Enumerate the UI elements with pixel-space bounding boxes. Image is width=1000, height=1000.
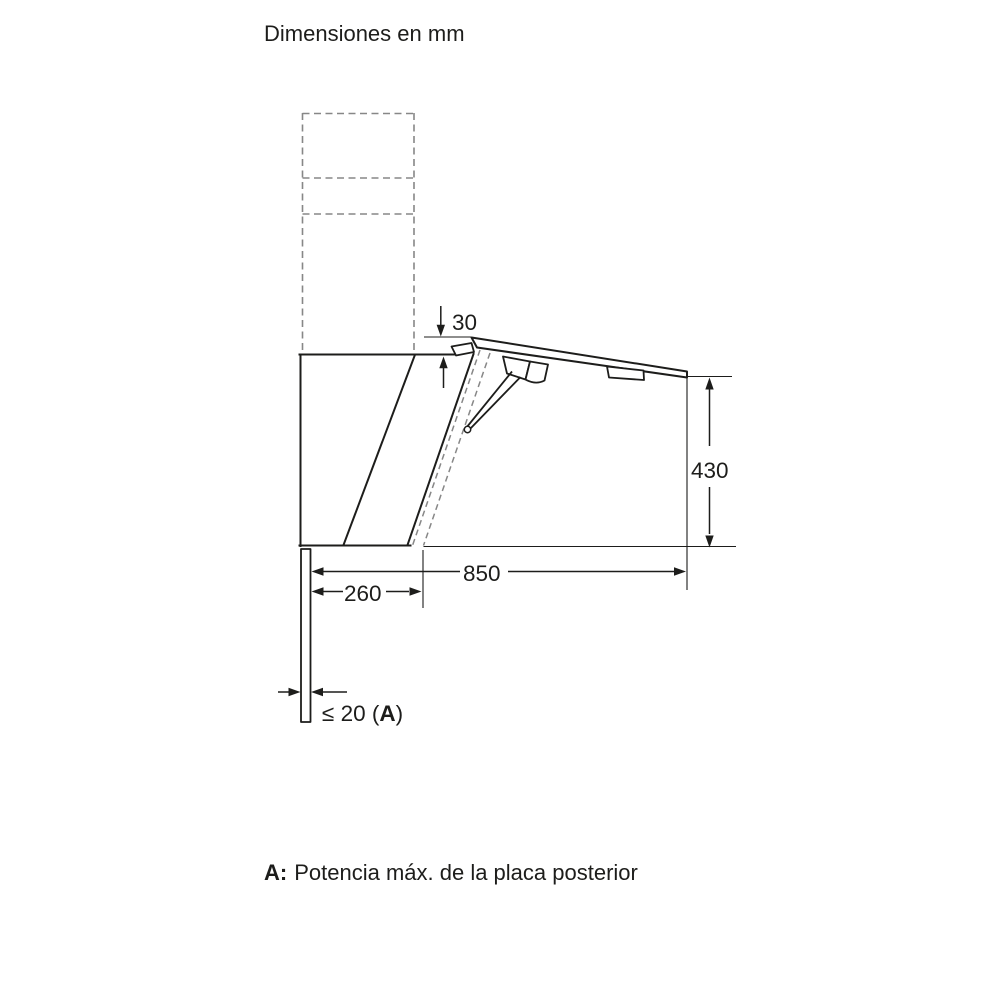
dim-20-arrow-left-icon [311, 688, 323, 696]
dim-20-label-suffix: ) [395, 701, 404, 726]
footnote-text: Potencia máx. de la placa posterior [294, 860, 638, 885]
open-panel [452, 338, 688, 383]
dim-30-arrow-down-icon [437, 325, 445, 337]
dim-wall-clearance-20 [278, 688, 403, 726]
hood-body-outline [300, 354, 474, 546]
footnote-label: A: [264, 860, 288, 885]
chimney-dashed-outline [303, 113, 415, 354]
dim-260-arrow-left-icon [312, 587, 324, 595]
panel-hinge-bracket-cam [526, 362, 549, 383]
panel-ghost-dashed [413, 350, 491, 546]
diagram-title: Dimensiones en mm [264, 21, 465, 46]
dim-20-label-prefix: ≤ 20 ( [322, 701, 380, 726]
panel-ghost-line-2 [424, 353, 491, 546]
strut-pivot-icon [464, 426, 470, 432]
panel-hinge-tab [452, 343, 475, 356]
strut-arm-line-1 [467, 372, 513, 428]
dim-20-arrow-right-icon [289, 688, 301, 696]
dim-30-arrow-up-icon [439, 357, 447, 369]
hood-front-slant-edge [408, 354, 474, 545]
strut-arm-line-2 [470, 377, 521, 430]
dim-body-depth-260 [312, 550, 424, 608]
dim-20-label-bold-a: A [379, 701, 396, 726]
dim-850-arrow-left-icon [312, 567, 324, 575]
dim-850-label: 850 [463, 561, 501, 586]
dim-260-label: 260 [344, 581, 382, 606]
hood-inner-slant-edge [344, 356, 415, 545]
dim-panel-height-430 [424, 377, 737, 591]
panel-ghost-line-1 [413, 350, 481, 546]
dim-260-arrow-right-icon [410, 587, 422, 595]
dim-430-arrow-down-icon [705, 536, 713, 548]
dim-430-label: 430 [691, 458, 729, 483]
dim-20-label [322, 701, 403, 726]
dim-430-arrow-up-icon [705, 378, 713, 390]
dim-850-arrow-right-icon [674, 567, 686, 575]
footnote [264, 860, 638, 885]
dim-30-label: 30 [452, 310, 478, 335]
rear-wall-strip [301, 549, 311, 722]
